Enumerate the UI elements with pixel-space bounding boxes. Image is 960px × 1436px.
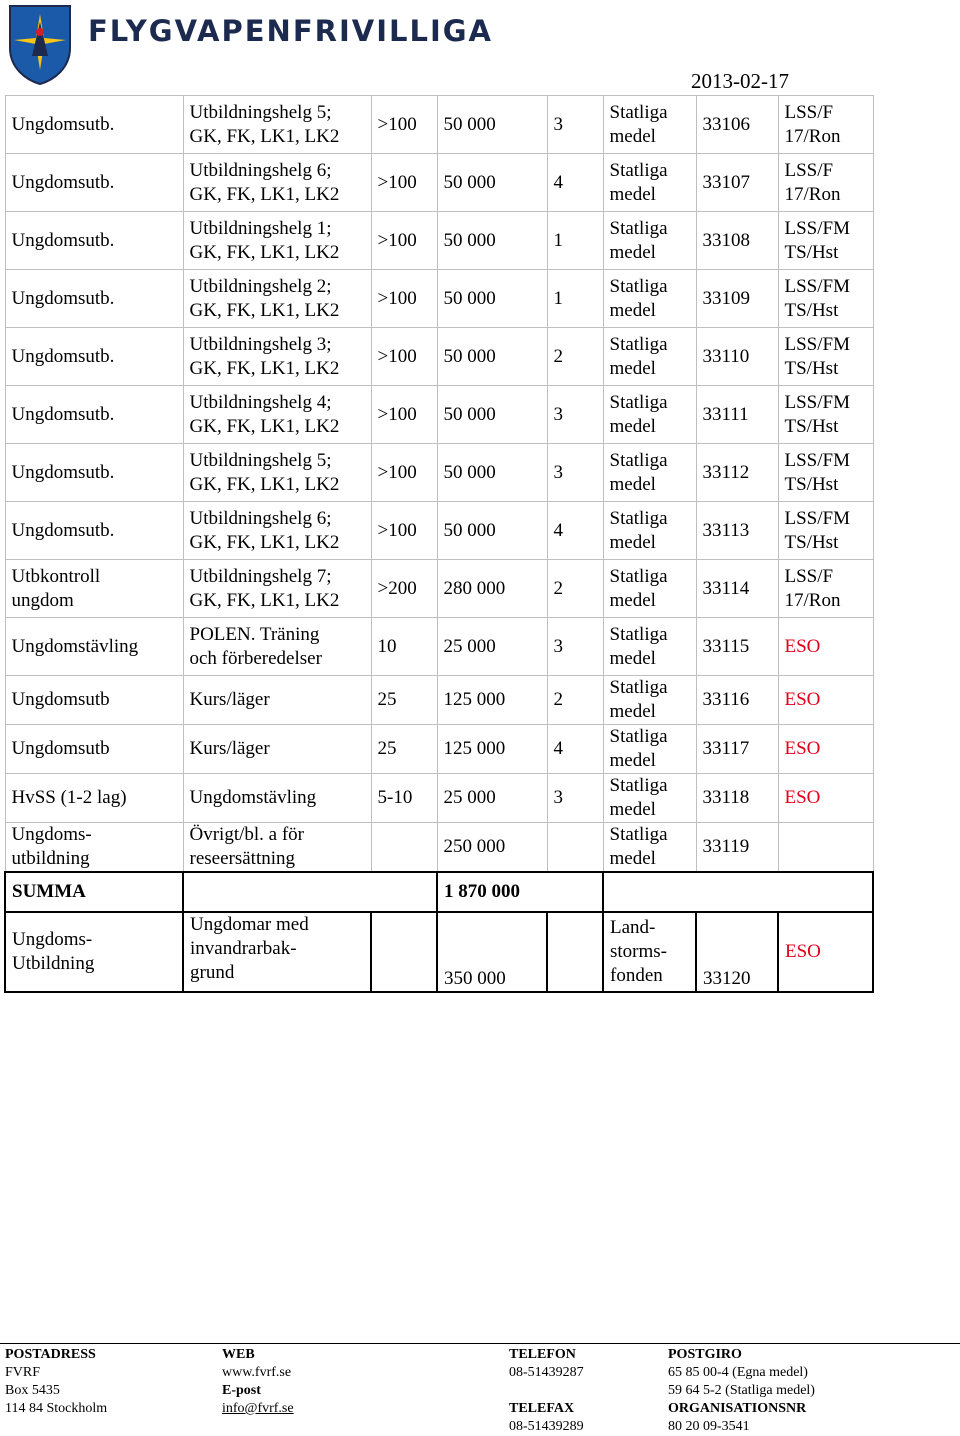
postadress-line2: Box 5435 [5, 1383, 60, 1398]
postadress-heading: POSTADRESS [5, 1347, 96, 1362]
cell-count: 4 [547, 725, 603, 774]
cell-account: 33110 [696, 328, 778, 386]
cell-participants: >200 [371, 560, 437, 618]
cell-account: 33111 [696, 386, 778, 444]
cell-category: Ungdomsutb. [5, 154, 183, 212]
cell-count: 3 [547, 774, 603, 823]
cell-participants: >100 [371, 444, 437, 502]
cell-count: 3 [547, 96, 603, 154]
postadress-line1: FVRF [5, 1365, 41, 1380]
cell-count: 3 [547, 386, 603, 444]
cell-activity: Kurs/läger [183, 725, 371, 774]
cell-account: 33117 [696, 725, 778, 774]
cell-activity: Utbildningshelg 5; GK, FK, LK1, LK2 [183, 444, 371, 502]
cell-funding-source: Statliga medel [603, 774, 696, 823]
cell-participants: >100 [371, 502, 437, 560]
table-row [5, 618, 873, 676]
table-row [5, 560, 873, 618]
summa-amount: 1 870 000 [437, 872, 603, 912]
cell-responsible: LSS/FM TS/Hst [778, 212, 873, 270]
cell-amount: 25 000 [437, 618, 547, 676]
cell-funding-source: Statliga medel [603, 725, 696, 774]
cell-activity: Utbildningshelg 7; GK, FK, LK1, LK2 [183, 560, 371, 618]
cell-amount: 125 000 [437, 725, 547, 774]
cell-participants: >100 [371, 212, 437, 270]
cell-funding-source: Statliga medel [603, 560, 696, 618]
cell-funding-source: Statliga medel [603, 618, 696, 676]
cell-responsible: LSS/FM TS/Hst [778, 270, 873, 328]
table-row [5, 823, 873, 873]
cell-funding-source: Statliga medel [603, 502, 696, 560]
cell-responsible: LSS/F 17/Ron [778, 154, 873, 212]
cell-activity: Utbildningshelg 5; GK, FK, LK1, LK2 [183, 96, 371, 154]
budget-table-body [5, 96, 873, 993]
cell-account: 33118 [696, 774, 778, 823]
table-row [5, 212, 873, 270]
web-url[interactable]: www.fvrf.se [222, 1365, 292, 1380]
cell-category: Ungdomsutb. [5, 212, 183, 270]
cell-account: 33116 [696, 676, 778, 725]
cell-count: 1 [547, 270, 603, 328]
cell-account: 33106 [696, 96, 778, 154]
cell-amount: 50 000 [437, 328, 547, 386]
cell-funding-source: Land- storms- fonden [603, 912, 696, 992]
cell-category: Ungdomsutb. [5, 502, 183, 560]
cell-account: 33112 [696, 444, 778, 502]
cell-responsible: LSS/FM TS/Hst [778, 444, 873, 502]
cell-funding-source: Statliga medel [603, 212, 696, 270]
cell-responsible: LSS/F 17/Ron [778, 96, 873, 154]
postgiro-heading: POSTGIRO [668, 1347, 742, 1362]
cell-responsible [778, 823, 873, 873]
cell-activity: Övrigt/bl. a för reseersättning [183, 823, 371, 873]
cell-count: 3 [547, 444, 603, 502]
cell-account: 33107 [696, 154, 778, 212]
cell-participants: >100 [371, 386, 437, 444]
cell-category: Ungdomstävling [5, 618, 183, 676]
cell-amount: 50 000 [437, 502, 547, 560]
telefax-number: 08-51439289 [509, 1419, 584, 1434]
footer-telefax [509, 1418, 584, 1436]
cell-activity: POLEN. Träning och förberedelser [183, 618, 371, 676]
footer-postgiro [668, 1346, 815, 1436]
cell-amount: 25 000 [437, 774, 547, 823]
cell-count: 4 [547, 154, 603, 212]
table-row [5, 444, 873, 502]
cell-participants: >100 [371, 154, 437, 212]
cell-count: 4 [547, 502, 603, 560]
cell-funding-source: Statliga medel [603, 444, 696, 502]
cell-participants [371, 912, 437, 992]
cell-participants: >100 [371, 96, 437, 154]
cell-activity: Utbildningshelg 4; GK, FK, LK1, LK2 [183, 386, 371, 444]
table-row [5, 270, 873, 328]
cell-count [547, 823, 603, 873]
cell-amount: 50 000 [437, 154, 547, 212]
summa-empty-cell [183, 872, 437, 912]
cell-amount: 50 000 [437, 96, 547, 154]
cell-responsible: ESO [778, 725, 873, 774]
cell-responsible: ESO [778, 618, 873, 676]
cell-category: Ungdomsutb [5, 676, 183, 725]
cell-participants [371, 823, 437, 873]
cell-amount: 250 000 [437, 823, 547, 873]
cell-activity: Utbildningshelg 6; GK, FK, LK1, LK2 [183, 154, 371, 212]
cell-participants: 25 [371, 725, 437, 774]
table-row [5, 386, 873, 444]
cell-funding-source: Statliga medel [603, 823, 696, 873]
email-link[interactable]: info@fvrf.se [222, 1401, 294, 1416]
cell-funding-source: Statliga medel [603, 386, 696, 444]
cell-funding-source: Statliga medel [603, 676, 696, 725]
cell-account: 33114 [696, 560, 778, 618]
cell-responsible: LSS/F 17/Ron [778, 560, 873, 618]
cell-funding-source: Statliga medel [603, 270, 696, 328]
cell-category: Ungdomsutb [5, 725, 183, 774]
cell-category: Ungdomsutb. [5, 328, 183, 386]
cell-funding-source: Statliga medel [603, 154, 696, 212]
cell-activity: Ungdomar med invandrarbak- grund [183, 912, 371, 992]
cell-amount: 50 000 [437, 212, 547, 270]
cell-responsible: ESO [778, 676, 873, 725]
table-row-landstormsfonden [5, 912, 873, 992]
telefon-heading: TELEFON [509, 1347, 576, 1362]
cell-participants: 10 [371, 618, 437, 676]
cell-activity: Kurs/läger [183, 676, 371, 725]
cell-account: 33120 [696, 912, 778, 992]
organization-name: FLYGVAPENFRIVILLIGA [88, 14, 493, 48]
cell-amount: 125 000 [437, 676, 547, 725]
cell-count: 2 [547, 676, 603, 725]
cell-amount: 350 000 [437, 912, 547, 992]
cell-category: Ungdomsutb. [5, 444, 183, 502]
table-row [5, 328, 873, 386]
letterhead [8, 4, 528, 86]
cell-account: 33119 [696, 823, 778, 873]
cell-responsible: LSS/FM TS/Hst [778, 386, 873, 444]
cell-category: Utbkontroll ungdom [5, 560, 183, 618]
fvrf-shield-logo-icon [8, 4, 72, 86]
footer-postadress [5, 1346, 107, 1418]
summa-label: SUMMA [5, 872, 183, 912]
cell-participants: 25 [371, 676, 437, 725]
cell-activity: Utbildningshelg 2; GK, FK, LK1, LK2 [183, 270, 371, 328]
table-row [5, 502, 873, 560]
web-heading: WEB [222, 1347, 255, 1362]
orgnr-value: 80 20 09-3541 [668, 1419, 750, 1434]
postgiro-line1: 65 85 00-4 (Egna medel) [668, 1365, 808, 1380]
cell-responsible: ESO [778, 774, 873, 823]
table-row [5, 774, 873, 823]
cell-activity: Utbildningshelg 6; GK, FK, LK1, LK2 [183, 502, 371, 560]
cell-account: 33109 [696, 270, 778, 328]
email-heading: E-post [222, 1383, 261, 1398]
table-row [5, 154, 873, 212]
cell-amount: 50 000 [437, 386, 547, 444]
cell-amount: 50 000 [437, 270, 547, 328]
cell-activity: Utbildningshelg 1; GK, FK, LK1, LK2 [183, 212, 371, 270]
cell-amount: 50 000 [437, 444, 547, 502]
postgiro-line2: 59 64 5-2 (Statliga medel) [668, 1383, 815, 1398]
cell-account: 33113 [696, 502, 778, 560]
cell-account: 33115 [696, 618, 778, 676]
budget-table [4, 95, 874, 993]
cell-category: Ungdomsutb. [5, 96, 183, 154]
cell-count: 3 [547, 618, 603, 676]
cell-participants: >100 [371, 328, 437, 386]
telefon-number: 08-51439287 [509, 1365, 584, 1380]
cell-count: 2 [547, 560, 603, 618]
cell-category: Ungdomsutb. [5, 386, 183, 444]
cell-participants: >100 [371, 270, 437, 328]
cell-responsible: LSS/FM TS/Hst [778, 502, 873, 560]
cell-category: HvSS (1-2 lag) [5, 774, 183, 823]
footer [0, 1343, 960, 1433]
cell-responsible: ESO [778, 912, 873, 992]
cell-count: 2 [547, 328, 603, 386]
table-row [5, 725, 873, 774]
telefax-heading: TELEFAX [509, 1401, 575, 1416]
cell-amount: 280 000 [437, 560, 547, 618]
cell-responsible: LSS/FM TS/Hst [778, 328, 873, 386]
cell-count: 1 [547, 212, 603, 270]
cell-funding-source: Statliga medel [603, 96, 696, 154]
cell-activity: Ungdomstävling [183, 774, 371, 823]
footer-telefon [509, 1346, 584, 1418]
cell-category: Ungdoms- Utbildning [5, 912, 183, 992]
table-row [5, 676, 873, 725]
cell-account: 33108 [696, 212, 778, 270]
table-row [5, 96, 873, 154]
cell-count [547, 912, 603, 992]
footer-web [222, 1346, 294, 1418]
document-date: 2013-02-17 [691, 69, 789, 93]
summa-row [5, 872, 873, 912]
cell-activity: Utbildningshelg 3; GK, FK, LK1, LK2 [183, 328, 371, 386]
cell-participants: 5-10 [371, 774, 437, 823]
cell-category: Ungdomsutb. [5, 270, 183, 328]
postadress-line3: 114 84 Stockholm [5, 1401, 108, 1416]
cell-funding-source: Statliga medel [603, 328, 696, 386]
summa-trailing-cell [603, 872, 873, 912]
cell-category: Ungdoms- utbildning [5, 823, 183, 873]
orgnr-heading: ORGANISATIONSNR [668, 1401, 807, 1416]
